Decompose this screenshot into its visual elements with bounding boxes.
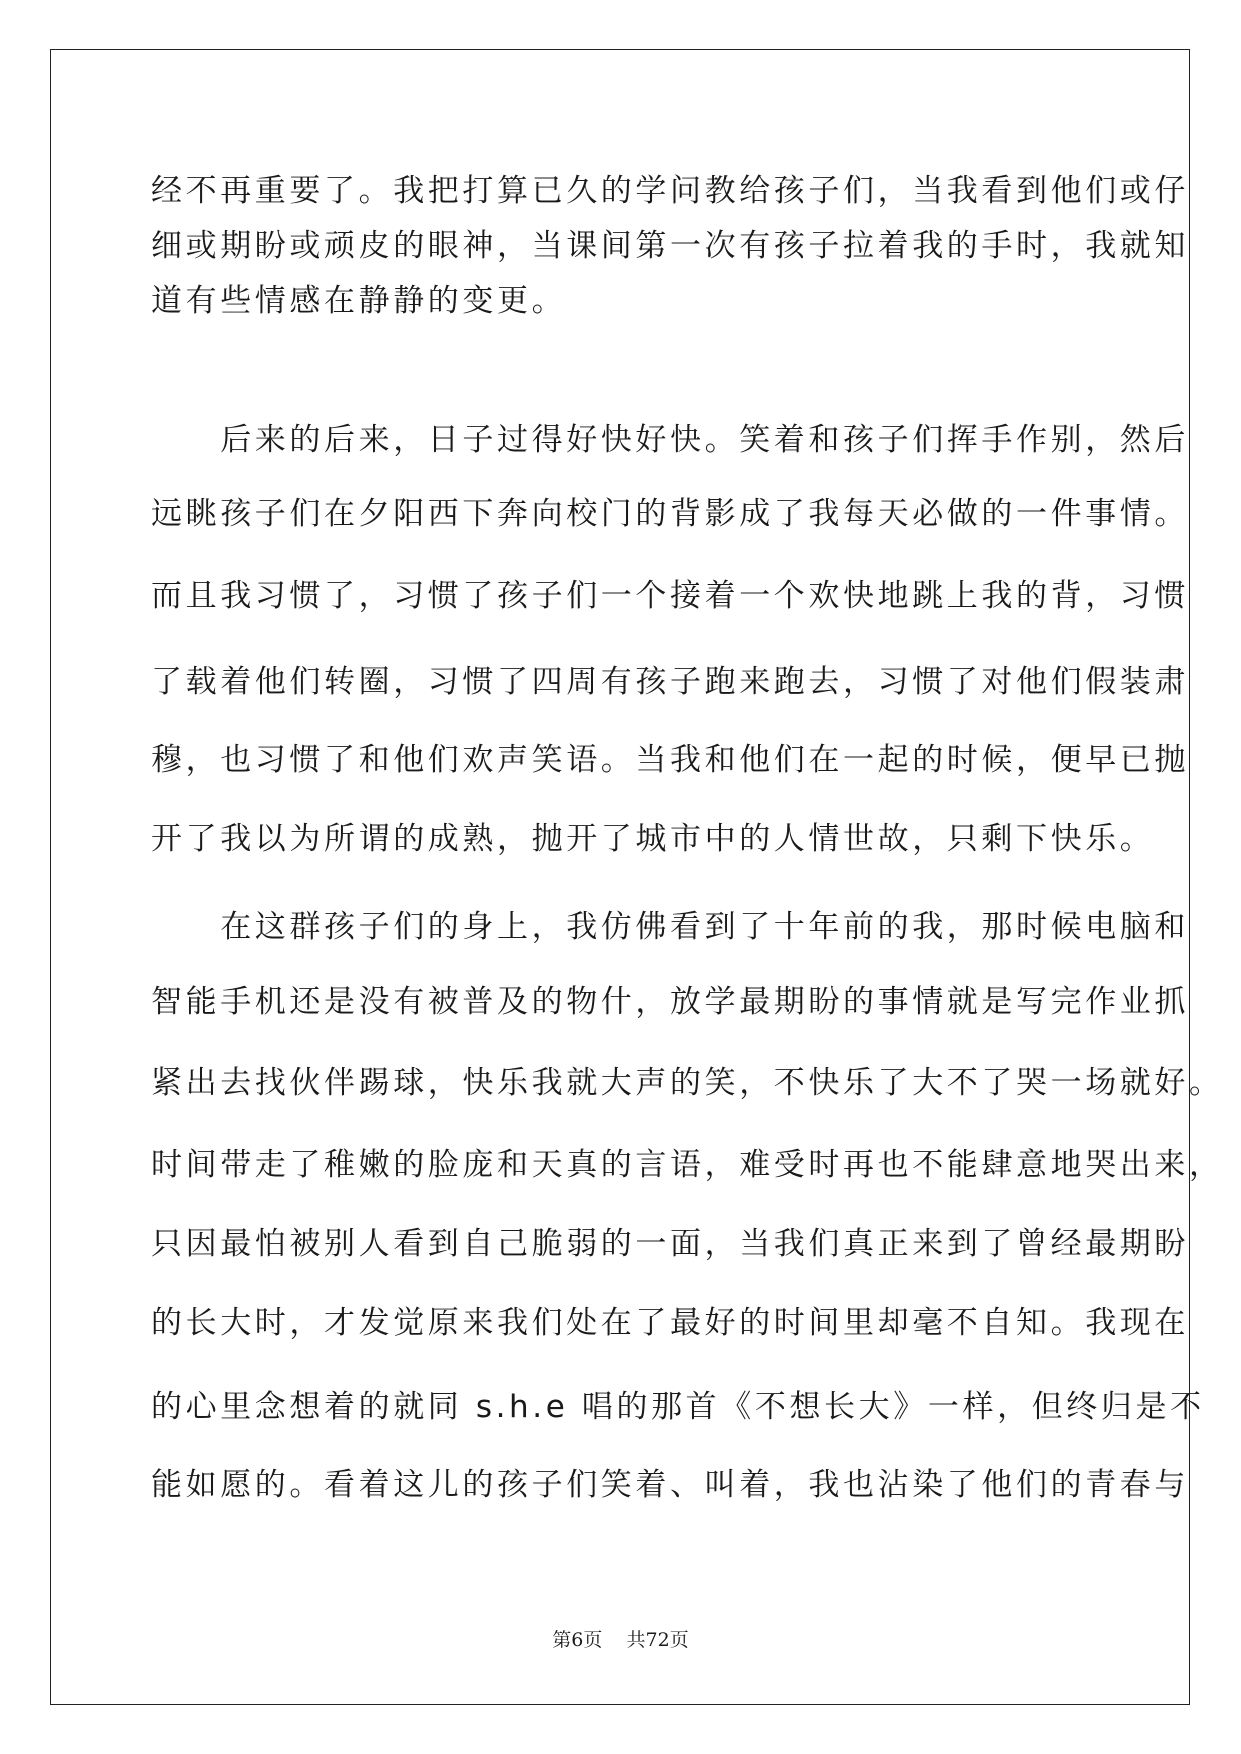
text-line: 道有些情感在静静的变更。 xyxy=(151,283,567,319)
text-line: 紧出去找伙伴踢球，快乐我就大声的笑，不快乐了大不了哭一场就好。 xyxy=(151,1065,1224,1101)
text-line: 后来的后来，日子过得好快好快。笑着和孩子们挥手作别，然后 xyxy=(151,422,1189,458)
total-pages: 共72页 xyxy=(626,1629,689,1651)
text-line: 智能手机还是没有被普及的物什，放学最期盼的事情就是写完作业抓 xyxy=(151,984,1189,1020)
text-line: 的长大时，才发觉原来我们处在了最好的时间里却毫不自知。我现在 xyxy=(151,1305,1189,1341)
text-line: 只因最怕被别人看到自己脆弱的一面，当我们真正来到了曾经最期盼 xyxy=(151,1226,1189,1262)
text-line: 穆，也习惯了和他们欢声笑语。当我和他们在一起的时候，便早已抛 xyxy=(151,742,1189,778)
text-line: 细或期盼或顽皮的眼神，当课间第一次有孩子拉着我的手时，我就知 xyxy=(151,228,1189,264)
text-line: 在这群孩子们的身上，我仿佛看到了十年前的我，那时候电脑和 xyxy=(151,909,1189,945)
current-page-number: 第6页 xyxy=(552,1629,603,1651)
text-line: 而且我习惯了，习惯了孩子们一个接着一个欢快地跳上我的背，习惯 xyxy=(151,578,1189,614)
text-line: 了载着他们转圈，习惯了四周有孩子跑来跑去，习惯了对他们假装肃 xyxy=(151,664,1189,700)
text-line: 时间带走了稚嫩的脸庞和天真的言语，难受时再也不能肆意地哭出来， xyxy=(151,1147,1224,1183)
text-line: 的心里念想着的就同 s.h.e 唱的那首《不想长大》一样，但终归是不 xyxy=(151,1389,1205,1425)
text-line: 远眺孩子们在夕阳西下奔向校门的背影成了我每天必做的一件事情。 xyxy=(151,496,1189,532)
text-line: 开了我以为所谓的成熟，抛开了城市中的人情世故，只剩下快乐。 xyxy=(151,821,1155,857)
text-line: 经不再重要了。我把打算已久的学问教给孩子们，当我看到他们或仔 xyxy=(151,173,1189,209)
page-footer xyxy=(0,1628,1241,1652)
text-line: 能如愿的。看着这儿的孩子们笑着、叫着，我也沾染了他们的青春与 xyxy=(151,1467,1189,1503)
